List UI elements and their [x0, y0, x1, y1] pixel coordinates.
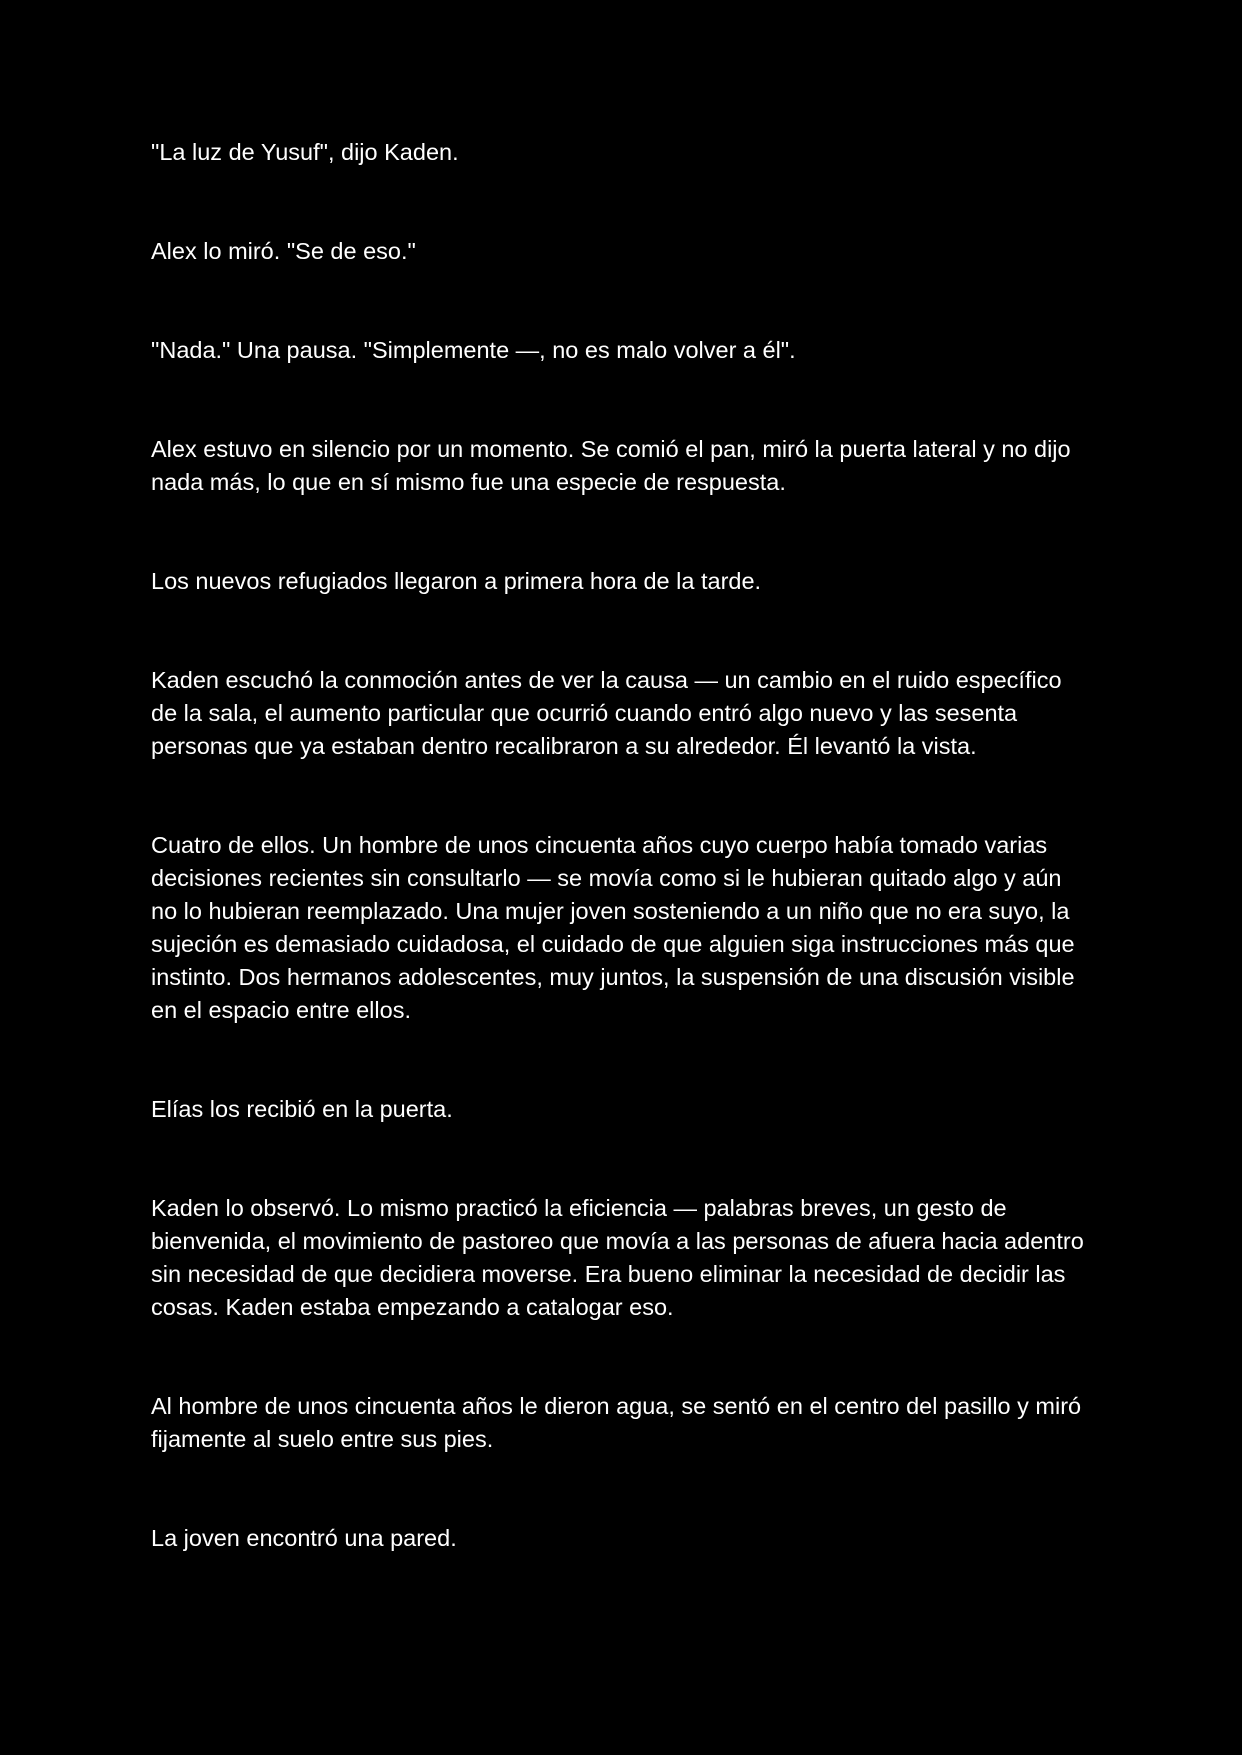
paragraph-2: Alex lo miró. "Se de eso.": [151, 238, 416, 264]
paragraph-3: "Nada." Una pausa. "Simplemente —, no es malo volver a él".: [151, 337, 796, 363]
document-page: [151, 136, 1091, 1555]
paragraph-8: Elías los recibió en la puerta.: [151, 1096, 453, 1122]
paragraph-1: "La luz de Yusuf", dijo Kaden.: [151, 139, 459, 165]
paragraph-11: La joven encontró una pared.: [151, 1525, 457, 1551]
paragraph-4: Alex estuvo en silencio por un momento. Se comió el pan, miró la puerta lateral y no dijo nada más, lo que en sí mismo fue una especie de respuesta.: [151, 436, 1071, 495]
paragraph-7: Cuatro de ellos. Un hombre de unos cincuenta años cuyo cuerpo había tomado varias decisiones recientes sin consultarlo — se movía como si le hubieran quitado algo y aún no lo hubieran reemplazado. Una mujer joven sosteniendo a un niño que no era suyo, la sujeción es demasiado cuidadosa, el cuidado de que alguien siga instrucciones más que instinto. Dos hermanos adolescentes, muy juntos, la suspensión de una discusión visible en el espacio entre ellos.: [151, 832, 1075, 1023]
paragraph-10: Al hombre de unos cincuenta años le dieron agua, se sentó en el centro del pasillo y miró fijamente al suelo entre sus pies.: [151, 1393, 1082, 1452]
paragraph-9: Kaden lo observó. Lo mismo practicó la eficiencia — palabras breves, un gesto de bienvenida, el movimiento de pastoreo que movía a las personas de afuera hacia adentro sin necesidad de que decidiera moverse. Era bueno eliminar la necesidad de decidir las cosas. Kaden estaba empezando a catalogar eso.: [151, 1195, 1084, 1320]
paragraph-6: Kaden escuchó la conmoción antes de ver la causa — un cambio en el ruido específico de la sala, el aumento particular que ocurrió cuando entró algo nuevo y las sesenta personas que ya estaban dentro recalibraron a su alrededor. Él levantó la vista.: [151, 667, 1062, 759]
paragraph-5: Los nuevos refugiados llegaron a primera hora de la tarde.: [151, 568, 762, 594]
